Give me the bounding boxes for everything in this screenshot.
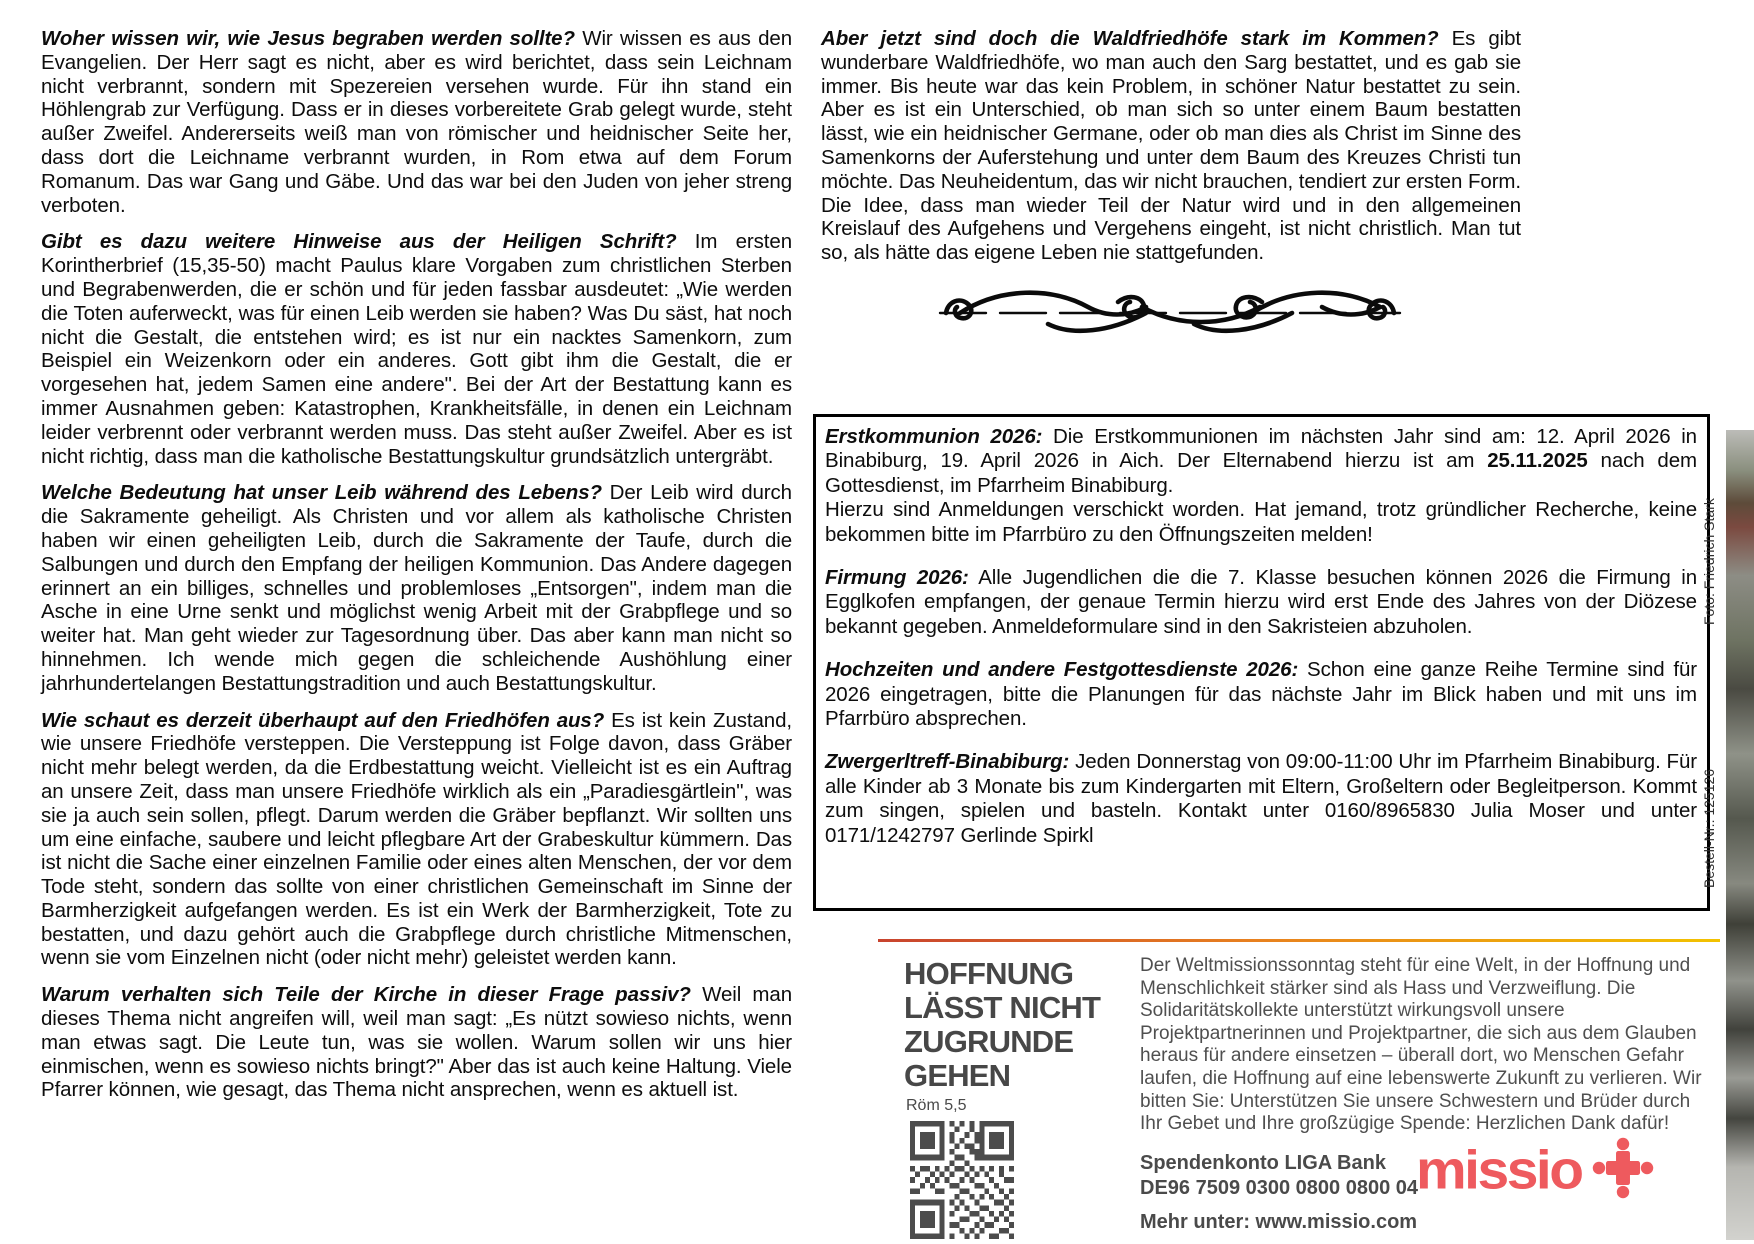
- donation-account-bank: Spendenkonto LIGA Bank: [1140, 1152, 1386, 1174]
- question-lead: Woher wissen wir, wie Jesus begraben werden sollte?: [41, 27, 575, 50]
- more-info-line: Mehr unter: www.missio.com: [1140, 1211, 1418, 1233]
- order-number-caption: Bestell-Nr.: 125126: [1701, 768, 1717, 888]
- notice-text: Alle Jugendlichen die die 7. Klasse besuchen können 2026 die Firmung in Egglkofen empfangen, der genaue Termin hierzu wird erst Ende des Jahres von der Diözese bekannt gegeben. Anmeldeformulare sind in den Sakristeien abzuholen.: [825, 566, 1697, 638]
- bible-verse-reference: Röm 5,5: [906, 1097, 967, 1114]
- notice-item-firmung: [825, 566, 1697, 639]
- ad-body-text: Der Weltmissionssonntag steht für eine Welt, in der Hoffnung und Menschlichkeit stärker sind als Hass und Verzweiflung. Die Solidaritätskollekte unterstützt wirkungsvoll unsere Projektpartnerinnen und Projektpartner, die sich aus dem Glauben heraus für andere einsetzen – überall dort, wo Menschen Gefahr laufen, die Hoffnung auf eine lebenswerte Zukunft zu verlieren. Wir bitten Sie: Unterstützen Sie unsere Schwestern und Brüder durch Ihr Gebet und Ihre großzügige Spende: Herzlichen Dank dafür!: [1140, 955, 1702, 1135]
- ad-headline-line: ZUGRUNDE: [904, 1024, 1074, 1059]
- answer-text: Wir wissen es aus den Evangelien. Der Herr sagt es nicht, aber es wird berichtet, dass sein Leichnam nicht verbrannt, sondern mit Spezereien versehen wurde. Für ihn stand ein Höhlengrab zur Verfügung. Dass er in dieses vorbereitete Grab gelegt wurde, steht außer Zweifel. Andererseits weiß man von römischer und heidnischer Seite her, dass dort die Leichname verbrannt wurden, in Rom etwa auf dem Forum Romanum. Das war Gang und Gäbe. Und das war bei den Juden von jeher streng verboten.: [41, 27, 793, 217]
- donation-account-iban: DE96 7509 0300 0800 0800 04: [1140, 1177, 1419, 1199]
- question-lead: Aber jetzt sind doch die Waldfriedhöfe stark im Kommen?: [821, 27, 1439, 50]
- notice-title: Firmung 2026:: [825, 566, 969, 590]
- question-lead: Gibt es dazu weitere Hinweise aus der Heiligen Schrift?: [41, 230, 677, 254]
- photo-edge-strip: [1726, 430, 1754, 1240]
- question-lead: Wie schaut es derzeit überhaupt auf den Friedhöfen aus?: [41, 708, 605, 732]
- ad-headline-line: HOFFNUNG: [904, 956, 1074, 991]
- answer-text: Der Leib wird durch die Sakramente geheiligt. Als Christen und vor allem als katholische Christen haben wir einen geheiligten Leib, durch die Sakramente der Taufe, durch die Salbungen und durch den Empfang der heiligen Kommunion. Das Andere dagegen erinnert an ein billiges, schnelles und problemloses „Entsorgen", indem man die Asche in eine Urne senkt und möglichst wenig Arbeit mit der Grabpflege und so weiter hat. Man geht wieder zur Tagesordnung über. Das aber kann man nicht so hinnehmen. Ich wende mich gegen die schleichende Aushöhlung einer jahrhundertelangen Bestattungstradition und auch Bestattungskultur.: [41, 481, 792, 695]
- missio-cross-icon: [1592, 1137, 1654, 1204]
- notice-text: Jeden Donnerstag von 09:00-11:00 Uhr im Pfarrheim Binabiburg. Für alle Kinder ab 3 Monate bis zum Kindergarten mit Eltern, Großeltern oder Begleitperson. Kommt zum singen, spielen und basteln. Kontakt unter 0160/8965830 Julia Moser und unter 0171/1242797 Gerlinde Spirkl: [825, 750, 1697, 847]
- notice-date-bold: 25.11.2025: [1487, 449, 1588, 473]
- left-text-column: [41, 27, 792, 1115]
- ad-headline: [904, 957, 1164, 1093]
- notice-title: Erstkommunion 2026:: [825, 425, 1043, 448]
- qr-code-icon: [910, 1121, 1014, 1244]
- notice-text: Schon eine ganze Reihe Termine sind für 2026 eingetragen, bitte die Planungen für das nächste Jahr im Blick haben und mit uns im Pfarrbüro absprechen.: [825, 658, 1697, 731]
- missio-logo: [1416, 1137, 1654, 1204]
- notice-text: nach dem Gottesdienst, im Pfarrheim Binabiburg.: [825, 449, 1697, 497]
- answer-text: Weil man dieses Thema nicht angreifen will, weil man sagt: „Es nützt sowieso nichts, wenn man etwas sagt. Die Leute tun, was sie wollen. Warum sollen wir uns hier einmischen, wenn es sowieso nichts bringt?" Aber das ist auch keine Haltung. Viele Pfarrer können, wie gesagt, das Thema nicht ansprechen, wenn es aktuell ist.: [41, 983, 793, 1102]
- flourish-divider-icon: [930, 280, 1410, 344]
- ad-headline-line: GEHEN: [904, 1058, 1011, 1093]
- notice-item-hochzeiten: [825, 658, 1697, 731]
- right-text-column: [821, 27, 1521, 278]
- qa-paragraph: [41, 983, 792, 1102]
- announcements-box: [813, 414, 1710, 911]
- question-lead: Warum verhalten sich Teile der Kirche in dieser Frage passiv?: [41, 983, 691, 1007]
- qa-paragraph: [41, 709, 792, 971]
- notice-item-erstkommunion: [825, 425, 1697, 547]
- notice-text: Die Erstkommunionen im nächsten Jahr sind am: 12. April 2026 in Binabiburg, 19. April 2026 in Aich. Der Elternabend hierzu ist am: [825, 425, 1697, 473]
- notice-item-zwergerltreff: [825, 750, 1697, 848]
- notice-text: Hierzu sind Anmeldungen verschickt worden. Hat jemand, trotz gründlicher Recherche, keine bekommen bitte im Pfarrbüro zu den Öffnungszeiten melden!: [825, 498, 1697, 546]
- qa-paragraph: [41, 230, 792, 468]
- missio-wordmark: missio: [1416, 1139, 1582, 1201]
- ad-headline-line: LÄSST NICHT: [904, 990, 1101, 1025]
- notice-title: Hochzeiten und andere Festgottesdienste 2026:: [825, 658, 1299, 682]
- qa-paragraph: [821, 27, 1521, 265]
- qa-paragraph: [41, 27, 792, 217]
- question-lead: Welche Bedeutung hat unser Leib während des Lebens?: [41, 481, 602, 505]
- qa-paragraph: [41, 481, 792, 695]
- missio-advert: [878, 939, 1724, 1240]
- answer-text: Im ersten Korintherbrief (15,35-50) macht Paulus klare Vorgaben zum christlichen Sterben und Begrabenwerden, die er schön und für jeden fassbar ausdeutet: „Wie werden die Toten auferweckt, was für einen Leib werden sie haben? Was Du säst, hat noch nicht die Gestalt, die entstehen wird; es ist nur ein nacktes Samenkorn, zum Beispiel ein Weizenkorn oder ein anderes. Gott gibt ihm die Gestalt, die er vorgesehen hat, jedem Samen eine andere". Bei der Art der Bestattung kann es immer Ausnahmen geben: Katastrophen, Krankheitsfälle, in denen ein Leichnam leider verbrennt oder verbrannt werden muss. Das steht außer Zweifel. Aber es ist nicht richtig, dass man die katholische Bestattungskultur grundsätzlich untergräbt.: [41, 230, 792, 468]
- answer-text: Es gibt wunderbare Waldfriedhöfe, wo man auch den Sarg bestattet, und es gab sie immer. Bis heute war das kein Problem, in schöner Natur bestattet zu sein. Aber es ist ein Unterschied, ob man sich so unter einem Baum bestatten lässt, wie ein heidnischer Germane, oder ob man dies als Christ im Sinne des Samenkorns der Auferstehung und unter dem Baum des Kreuzes Christi tun möchte. Das Neuheidentum, das wir nicht brauchen, tendiert zur ersten Form. Die Idee, dass man wieder Teil der Natur wird und in den allgemeinen Kreislauf des Aufgehens und Vergehens eingeht, ist nicht christlich. Man tut so, als hätte das eigene Leben nie stattgefunden.: [821, 27, 1521, 265]
- answer-text: Es ist kein Zustand, wie unsere Friedhöfe versteppen. Die Versteppung ist Folge davon, dass Gräber nicht mehr belegt werden, da die Erdbestattung weicht. Vielleicht ist es ein Auftrag an unsere Zeit, dass man unsere Friedhöfe wirklich als ein „Paradiesgärtlein", was sie ja auch sein sollen, pflegt. Darum werden die Gräber bepflanzt. Wir sollten uns um eine einfache, saubere und leicht pflegbare Art der Grabeskultur kümmern. Das ist nicht die Sache einer einzelnen Familie oder eines alten Menschen, der vor dem Tode steht, sondern das sollte von einer christlichen Gemeinschaft im Sinne der Barmherzigkeit aufgefangen werden. Es ist ein Werk der Barmherzigkeit, Tote zu bestatten, und dazu gehört auch die Grabpflege durch christliche Mitmenschen, wenn sie vom Einzelnen nicht (oder nicht mehr) geleistet werden kann.: [41, 708, 792, 970]
- donation-account: [1140, 1151, 1418, 1201]
- gradient-divider-line: [878, 939, 1720, 942]
- photo-credit-caption: Foto: Friedrich Stark: [1701, 498, 1717, 625]
- notice-title: Zwergerltreff-Binabiburg:: [825, 750, 1070, 774]
